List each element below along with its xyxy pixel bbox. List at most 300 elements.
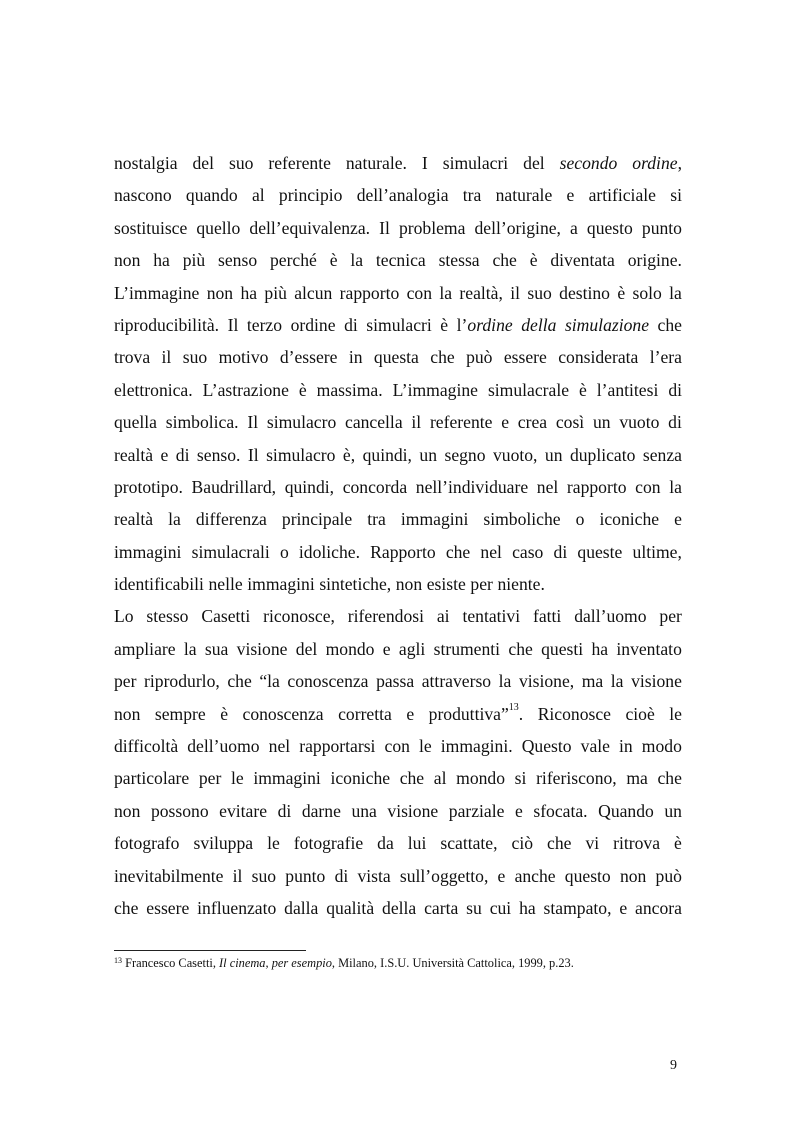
footnote-title: Il cinema, per esempio <box>219 956 332 970</box>
word: destino <box>559 282 610 303</box>
word: riproducibilità. <box>114 314 220 335</box>
word: realtà <box>114 444 154 465</box>
word: le <box>419 736 432 757</box>
word: visione <box>631 671 682 692</box>
word: tentativi <box>462 606 521 627</box>
word: dalla <box>284 897 319 918</box>
word: caso <box>512 541 544 562</box>
word: nell’individuare <box>415 476 529 497</box>
word: che <box>657 314 682 335</box>
word: è <box>674 833 682 854</box>
word: la <box>498 671 512 692</box>
word: ciò <box>511 833 534 854</box>
word: di <box>334 865 349 886</box>
word: qualità <box>326 897 375 918</box>
word: d’essere <box>279 347 338 368</box>
word: simulacrale <box>487 379 570 400</box>
word: fatti <box>532 606 562 627</box>
word: ancora <box>635 897 682 918</box>
word: ha <box>591 638 609 659</box>
word: suo <box>228 153 254 173</box>
word: nel <box>268 736 291 757</box>
word: nel <box>536 476 559 497</box>
word: simboliche <box>483 509 561 530</box>
word: realtà, <box>459 282 503 303</box>
word: quindi, <box>362 444 412 465</box>
text-line <box>114 406 682 438</box>
word: sua <box>204 638 229 659</box>
word: l’ordine <box>456 314 513 335</box>
word: o <box>575 509 585 530</box>
word: quando <box>185 185 238 206</box>
word: quello <box>196 217 241 238</box>
word: che <box>508 638 533 659</box>
word: fotografie <box>293 833 364 854</box>
word: Lo <box>114 606 134 627</box>
word: ampliare <box>114 638 176 659</box>
word: e <box>674 509 682 530</box>
word: suo <box>251 865 277 886</box>
word: simulacro <box>266 412 337 433</box>
word: ha <box>240 282 258 303</box>
word: con <box>635 476 661 497</box>
word: riferendosi <box>347 606 424 627</box>
word: ultime, <box>632 541 682 562</box>
word: evitare <box>219 800 268 821</box>
word: della <box>382 897 417 918</box>
footnote-reference: 13 <box>508 701 519 713</box>
word: “la <box>259 671 280 692</box>
word: è <box>579 379 587 400</box>
word: quella <box>114 412 157 433</box>
word: questo <box>564 865 611 886</box>
word: perché <box>269 250 317 271</box>
word: sempre <box>154 703 206 724</box>
word: per <box>659 606 682 627</box>
word: cui <box>489 897 512 918</box>
footnote-text-before: Francesco Casetti, <box>122 956 220 970</box>
word: è <box>617 282 626 303</box>
word: secondo <box>559 153 618 173</box>
word: o <box>279 541 289 562</box>
word: dell’uomo <box>187 736 260 757</box>
word: referente <box>429 412 493 433</box>
word: che <box>547 833 572 854</box>
word: mondo <box>456 768 506 789</box>
word: un <box>544 444 563 465</box>
word: strumenti <box>433 638 501 659</box>
word: ma <box>581 671 604 692</box>
word: questi <box>541 638 584 659</box>
word: vista <box>357 865 391 886</box>
word: stessa <box>438 250 480 271</box>
word: la <box>168 509 181 530</box>
word: sostituisce <box>114 217 188 238</box>
word: vuoto <box>619 412 660 433</box>
word: simulacrali <box>191 541 270 562</box>
word: la <box>669 282 682 303</box>
word: cioè <box>625 703 655 724</box>
word: riprodurlo, <box>144 671 220 692</box>
word: Il <box>247 412 259 433</box>
word: stampato, <box>543 897 612 918</box>
word: un <box>419 444 438 465</box>
word: I <box>421 153 428 173</box>
word: idoliche. <box>298 541 360 562</box>
word: segno <box>444 444 486 465</box>
word: la <box>610 671 624 692</box>
word: cancella <box>345 412 403 433</box>
body-text <box>114 147 682 924</box>
word: l’antitesi <box>596 379 659 400</box>
word: e <box>160 444 169 465</box>
word: Baudrillard, <box>191 476 277 497</box>
word: artificiale <box>588 185 656 206</box>
word: esiste <box>426 574 466 595</box>
word: si <box>670 185 682 206</box>
word: L’astrazione <box>202 379 289 400</box>
word: e <box>619 897 628 918</box>
word: concorda <box>342 476 408 497</box>
word: il <box>232 865 243 886</box>
word: si <box>514 768 527 789</box>
word: è <box>298 379 307 400</box>
word: mondo <box>325 638 375 659</box>
word: al <box>433 768 447 789</box>
word: nel <box>480 541 502 562</box>
word: vuoto, <box>492 444 538 465</box>
word: Quando <box>598 800 654 821</box>
word: simulacri <box>442 153 509 173</box>
word: iconiche <box>330 768 391 789</box>
word: è, <box>342 444 356 465</box>
word: la <box>183 638 197 659</box>
word: di <box>668 379 682 400</box>
word: è <box>529 250 538 271</box>
word: il <box>411 412 422 433</box>
word: ma <box>626 768 648 789</box>
word: e <box>497 865 506 886</box>
text-line <box>114 665 682 697</box>
word: Casetti <box>201 606 251 627</box>
word: referente <box>268 153 331 173</box>
word: Riconosce <box>537 703 611 724</box>
text-line <box>114 503 682 535</box>
word: non <box>619 865 647 886</box>
word: che <box>430 347 455 368</box>
word: visione <box>387 800 439 821</box>
word: una <box>351 800 377 821</box>
word: che <box>492 250 517 271</box>
word: sull’oggetto, <box>399 865 489 886</box>
word: inevitabilmente <box>114 865 224 886</box>
word: rapporto <box>339 282 400 303</box>
word: stesso <box>146 606 189 627</box>
word: del <box>192 153 214 173</box>
word: identificabili <box>114 574 204 595</box>
word: queste <box>577 541 623 562</box>
word: con <box>406 282 433 303</box>
word: origine. <box>627 250 682 271</box>
word: la <box>439 282 453 303</box>
word: senso. <box>196 444 241 465</box>
word: possono <box>150 800 209 821</box>
text-line <box>114 795 682 827</box>
word: ordine, <box>632 153 682 173</box>
word: ritrova <box>613 833 661 854</box>
word: scattate, <box>440 833 498 854</box>
word: un <box>664 800 682 821</box>
word: a <box>570 217 578 238</box>
word: suo <box>182 347 208 368</box>
word: più <box>264 282 287 303</box>
word: modo <box>641 736 682 757</box>
word: della <box>521 314 557 335</box>
text-line <box>114 762 682 794</box>
word: nelle <box>208 574 243 595</box>
footnote-number: 13 <box>114 956 122 965</box>
word: le <box>267 833 280 854</box>
word: di <box>277 800 292 821</box>
footnote <box>114 956 574 971</box>
word: la <box>669 476 682 497</box>
word: può <box>655 865 682 886</box>
word: dall’uomo <box>574 606 647 627</box>
word: dell’analogia <box>356 185 449 206</box>
word: conoscenza <box>287 671 369 692</box>
word: così <box>555 412 585 433</box>
word: su <box>466 897 482 918</box>
word: la <box>350 250 364 271</box>
word: immagini <box>253 768 321 789</box>
word: diventata <box>550 250 615 271</box>
word: un <box>592 412 611 433</box>
word: di <box>344 314 358 335</box>
word: per <box>114 671 137 692</box>
word: dell’origine, <box>474 217 561 238</box>
word: di <box>175 444 190 465</box>
word: problema <box>398 217 466 238</box>
word: tra <box>367 509 386 530</box>
word: senso <box>218 250 258 271</box>
word: in <box>619 736 633 757</box>
word: non <box>114 800 141 821</box>
word: motivo <box>218 347 269 368</box>
word: senza <box>642 444 682 465</box>
word: non <box>114 703 141 724</box>
word: di <box>668 412 682 433</box>
word: sintetiche, <box>319 574 392 595</box>
word: quindi, <box>284 476 335 497</box>
word: principio <box>278 185 343 206</box>
word: inventato <box>616 638 682 659</box>
word: attraverso <box>421 671 492 692</box>
word: carta <box>424 897 459 918</box>
word: al <box>251 185 265 206</box>
word: ha <box>153 250 170 271</box>
word: riconosce, <box>263 606 335 627</box>
text-line <box>114 277 682 309</box>
word: suo <box>527 282 552 303</box>
word: punto <box>641 217 682 238</box>
word: tecnica <box>375 250 426 271</box>
word: fotografo <box>114 833 180 854</box>
word: alcun <box>294 282 333 303</box>
text-line <box>114 244 682 276</box>
word: riferiscono, <box>536 768 617 789</box>
word: naturale. <box>345 153 407 173</box>
word: iconiche <box>599 509 660 530</box>
word: è <box>329 250 338 271</box>
word: ha <box>519 897 536 918</box>
word: tra <box>462 185 482 206</box>
word: nascono <box>114 185 172 206</box>
word: rapportarsi <box>299 736 376 757</box>
word: e <box>382 638 391 659</box>
word: questo <box>586 217 633 238</box>
word: il <box>510 282 521 303</box>
word: particolare <box>114 768 190 789</box>
text-line <box>114 147 682 179</box>
word: ordine <box>290 314 336 335</box>
word: massima. <box>316 379 383 400</box>
word: essere <box>146 897 190 918</box>
word: terzo <box>246 314 283 335</box>
word: Il <box>379 217 390 238</box>
text-line <box>114 309 682 341</box>
word: che <box>114 897 139 918</box>
word: l’era <box>649 347 682 368</box>
text-line <box>114 341 682 373</box>
word: Il <box>227 314 239 335</box>
text-line <box>114 179 682 211</box>
word: corretta <box>338 703 392 724</box>
word: le <box>231 768 244 789</box>
word: che <box>657 768 682 789</box>
word: del <box>295 638 318 659</box>
word: sviluppa <box>193 833 254 854</box>
word: è <box>440 314 449 335</box>
word: ai <box>436 606 450 627</box>
word: immagini <box>114 541 182 562</box>
text-line <box>114 471 682 503</box>
text-line <box>114 730 682 762</box>
word: prototipo. <box>114 476 183 497</box>
word: lui <box>407 833 427 854</box>
text-line <box>114 860 682 892</box>
word: Il <box>247 444 259 465</box>
word: influenzato <box>197 897 277 918</box>
word: immagini. <box>440 736 513 757</box>
word: considerata <box>558 347 639 368</box>
text-line <box>114 374 682 406</box>
footnote-separator <box>114 950 306 951</box>
word: di <box>553 541 568 562</box>
word: da <box>377 833 394 854</box>
text-line <box>114 439 682 471</box>
word: del <box>523 153 545 173</box>
text-line <box>114 212 682 244</box>
word: conoscenza <box>242 703 324 724</box>
word: le <box>669 703 682 724</box>
word: vale <box>580 736 610 757</box>
word: vi <box>585 833 600 854</box>
word: è <box>220 703 229 724</box>
word: più <box>182 250 206 271</box>
word: immagini <box>247 574 315 595</box>
word: per <box>198 768 222 789</box>
word: che <box>227 671 252 692</box>
word: per <box>470 574 493 595</box>
word: niente. <box>497 574 545 595</box>
word: e <box>406 703 415 724</box>
word: immagini <box>400 509 469 530</box>
word: essere <box>503 347 547 368</box>
word: che <box>399 768 425 789</box>
text-line <box>114 827 682 859</box>
footnote-text-after: , Milano, I.S.U. Università Cattolica, 1999, p.23. <box>331 956 574 970</box>
word: difficoltà <box>114 736 179 757</box>
word: differenza <box>195 509 267 530</box>
word: solo <box>632 282 662 303</box>
word: visione <box>236 638 288 659</box>
text-line <box>114 698 682 730</box>
word: il <box>161 347 172 368</box>
word: non <box>206 282 234 303</box>
word: con <box>384 736 410 757</box>
word: duplicato <box>569 444 636 465</box>
word: naturale <box>495 185 553 206</box>
word: simbolica. <box>165 412 239 433</box>
word: principale <box>281 509 353 530</box>
word: simulacri <box>366 314 432 335</box>
text-line <box>114 536 682 568</box>
word: in <box>348 347 363 368</box>
word: dell’equivalenza. <box>249 217 371 238</box>
word: trova <box>114 347 151 368</box>
word: parziale <box>448 800 505 821</box>
word: L’immagine <box>114 282 200 303</box>
text-line <box>114 600 682 632</box>
word: può <box>466 347 493 368</box>
word: rapporto <box>566 476 627 497</box>
text-line <box>114 633 682 665</box>
word: crea <box>517 412 548 433</box>
word: sfocata. <box>533 800 588 821</box>
word: e <box>514 800 523 821</box>
word: L’immagine <box>392 379 478 400</box>
word: visione, <box>518 671 575 692</box>
text-line <box>114 892 682 924</box>
word: e <box>566 185 575 206</box>
word: questa <box>373 347 419 368</box>
page-number: 9 <box>670 1058 677 1073</box>
word: non <box>395 574 423 595</box>
word: anche <box>514 865 556 886</box>
word: agli <box>398 638 426 659</box>
word: nostalgia <box>114 153 178 173</box>
word: che <box>445 541 471 562</box>
word: elettronica. <box>114 379 193 400</box>
word: realtà <box>114 509 154 530</box>
word: Rapporto <box>370 541 436 562</box>
word: simulacro <box>266 444 336 465</box>
word: Questo <box>521 736 572 757</box>
word: passa <box>376 671 415 692</box>
word: punto <box>285 865 326 886</box>
word: e <box>501 412 510 433</box>
word: non <box>114 250 141 271</box>
